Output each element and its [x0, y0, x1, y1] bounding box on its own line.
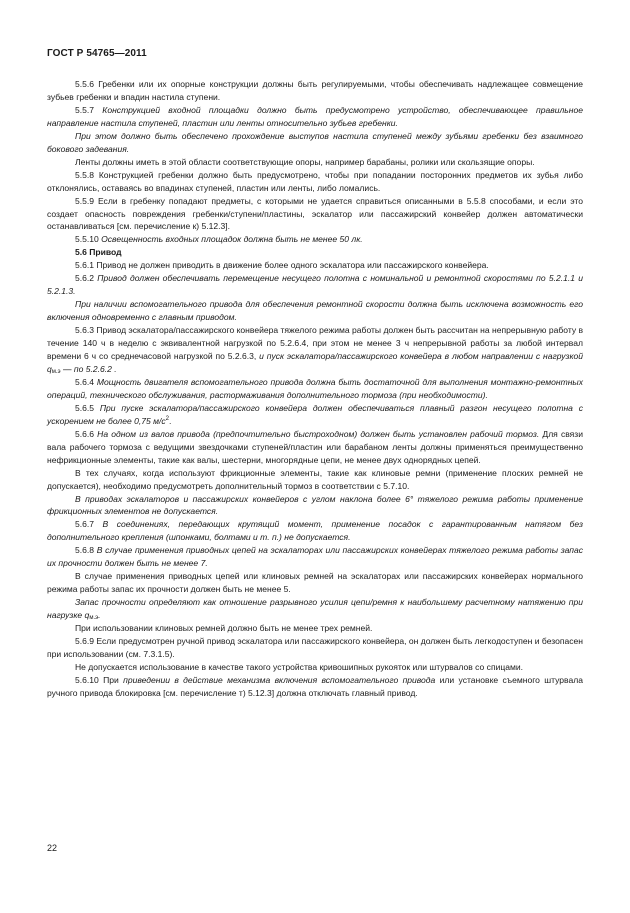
page-number: 22	[47, 843, 58, 853]
paragraph-number: 5.5.10	[75, 234, 102, 245]
italic-text: В соединениях, передающих крутящий момент, применение посадок с гарантированным натягом без дополнительного крепления (шпонками, болтами и т. п.) не допускается.	[47, 519, 583, 543]
page-header: ГОСТ Р 54765—2011	[47, 48, 147, 59]
italic-text: и пуск эскалатора/пассажирского конвейера в любом направлении с нагрузкой q	[47, 351, 583, 374]
paragraph	[47, 493, 583, 519]
paragraph	[47, 233, 583, 246]
paragraph	[47, 376, 583, 402]
paragraph-number: 5.5.7	[75, 104, 103, 115]
paragraph: 5.5.8 Конструкцией гребенки должно быть предусмотрено, чтобы при попадании посторонних предметов их зубья либо отклонялись, оставаясь во впадинах ступеней, пластин или ленты, либо ломались.	[47, 169, 583, 193]
paragraph-number: 5.6.4	[75, 376, 97, 387]
paragraph	[47, 402, 583, 428]
italic-tail: — по 5.2.6.2 .	[60, 363, 117, 374]
paragraph	[47, 298, 583, 324]
italic-text: Мощность двигателя вспомогательного привода должна быть достаточной для выполнения монтажно-ремонтных операций, технического обслуживания, растормаживания дополнительного тормоза (при необходимости).	[47, 376, 583, 400]
italic-text: Освещенность входных площадок должна быть не менее 50 лк.	[101, 234, 363, 245]
italic-text: Запас прочности определяют как отношение разрывного усилия цепи/ремня к наибольшему расчетному натяжению при нагрузке q	[47, 597, 583, 621]
paragraph: Не допускается использование в качестве такого устройства кривошипных рукояток или штурвалов со спицами.	[75, 661, 524, 672]
paragraph: 5.6.9 Если предусмотрен ручной привод эскалатора или пассажирского конвейера, он должен быть легкодоступен и безопасен при использовании (см. 7.3.1.5).	[47, 635, 583, 659]
subscript: м.э	[89, 615, 99, 622]
paragraph	[47, 544, 583, 570]
paragraph-number: 5.6.10 При	[75, 674, 124, 685]
section-heading: 5.6 Привод	[75, 247, 122, 258]
paragraph: 5.5.6 Гребенки или их опорные конструкции должны быть регулируемыми, чтобы обеспечивать надлежащее совмещение зубьев гребенки и впадин настила ступени.	[47, 79, 583, 102]
paragraph-number: 5.6.3 Привод эскалатора/пассажирского конвейера тяжелого режима работы должен быть рассчитан на непрерывную работу в течение 140 ч в неделю с эквивалентной нагрузкой по 5.2.6.4, при этом не менее 3 ч непрерывной работы за любой интервал времени 6 ч со среднечасовой нагрузкой по 5.2.6.3,	[47, 325, 584, 362]
italic-text: Привод должен обеспечивать перемещение несущего полотна с номинальной и ремонтной скоростями по 5.2.1.1 и 5.2.1.3.	[47, 273, 583, 297]
paragraph	[47, 674, 583, 700]
paragraph	[47, 104, 583, 130]
paragraph	[47, 518, 583, 544]
paragraph: При использовании клиновых ремней должно быть не менее трех ремней.	[75, 623, 373, 634]
italic-text: Конструкцией входной площадки должно быть предусмотрено устройство, обеспечивающее правильное направление настила ступеней, пластин или ленты относительно зубьев гребенки.	[47, 104, 583, 128]
italic-text: На одном из валов привода (предпочтительно быстроходном) должен быть установлен рабочий тормоз.	[97, 428, 540, 439]
paragraph-number: 5.6.6	[75, 428, 98, 439]
italic-text: В приводах эскалаторов и пассажирских конвейеров с углом наклона более 6° тяжелого режима работы применение фрикционных элементов не допускается.	[47, 493, 583, 517]
regular-text: Для связи вала рабочего тормоза с ведущими звездочками ступеней/пластин или барабаном ленты должны применяться преимущественно нефрикционные элементы, такие как валы, шестерни, многорядные цепи, не менее двух однорядных цепей.	[47, 428, 584, 465]
paragraph: 5.5.9 Если в гребенку попадают предметы, с которыми не удается справиться описанными в 5.5.8 способами, и если это создает опасность повреждения гребенки/ступени/пластины, эскалатор или пассажирский конвейер должен автоматически останавливаться [см. перечисление к) 5.12.3].	[47, 195, 583, 232]
paragraph: Ленты должны иметь в этой области соответствующие опоры, например барабаны, ролики или скользящие опоры.	[75, 156, 535, 167]
paragraph-number: 5.6.5	[75, 402, 100, 413]
paragraph	[47, 596, 583, 622]
superscript: 2	[165, 415, 169, 422]
italic-text: приведении в действие механизма включения вспомогательного привода	[123, 674, 436, 685]
italic-tail: .	[168, 415, 172, 426]
paragraph	[47, 272, 583, 298]
italic-text: При наличии вспомогательного привода для обеспечения ремонтной скорости должна быть исключена возможность его включения одновременно с главным приводом.	[47, 299, 583, 323]
paragraph: 5.6.1 Привод не должен приводить в движение более одного эскалатора или пассажирского конвейера.	[75, 260, 489, 271]
paragraph: В тех случаях, когда используют фрикционные элементы, такие как клиновые ремни (применение плоских ремней не допускается), необходимо предусмотреть дополнительный тормоз в соответствии с 5.7.10.	[47, 467, 583, 491]
italic-text: При пуске эскалатора/пассажирского конвейера должен обеспечиваться плавный разгон несущего полотна с ускорением не более 0,75 м/с	[47, 402, 583, 426]
paragraph: В случае применения приводных цепей или клиновых ремней на эскалаторах или пассажирских конвейерах нормального режима работы запас их прочности должен быть не менее 5.	[47, 571, 583, 595]
italic-tail: .	[98, 610, 101, 621]
paragraph-number: 5.6.7	[75, 519, 103, 530]
subscript: м.э	[51, 368, 61, 375]
paragraph	[47, 246, 583, 259]
italic-text: В случае применения приводных цепей на эскалаторах или пассажирских конвейерах тяжелого режима работы запас их прочности должен быть не менее 7.	[47, 545, 583, 569]
document-body	[47, 78, 583, 700]
regular-text: или установке съемного штурвала ручного привода блокировка [см. перечисление т) 5.12.3] должна отключать главный привод.	[47, 674, 583, 698]
paragraph-number: 5.6.8	[75, 545, 97, 556]
paragraph	[47, 428, 583, 467]
paragraph	[47, 324, 583, 376]
paragraph-number: 5.6.2	[75, 273, 98, 284]
italic-text: При этом должно быть обеспечено прохождение выступов настила ступеней между зубьями гребенки без взаимного бокового задевания.	[47, 130, 583, 154]
paragraph	[47, 130, 583, 156]
